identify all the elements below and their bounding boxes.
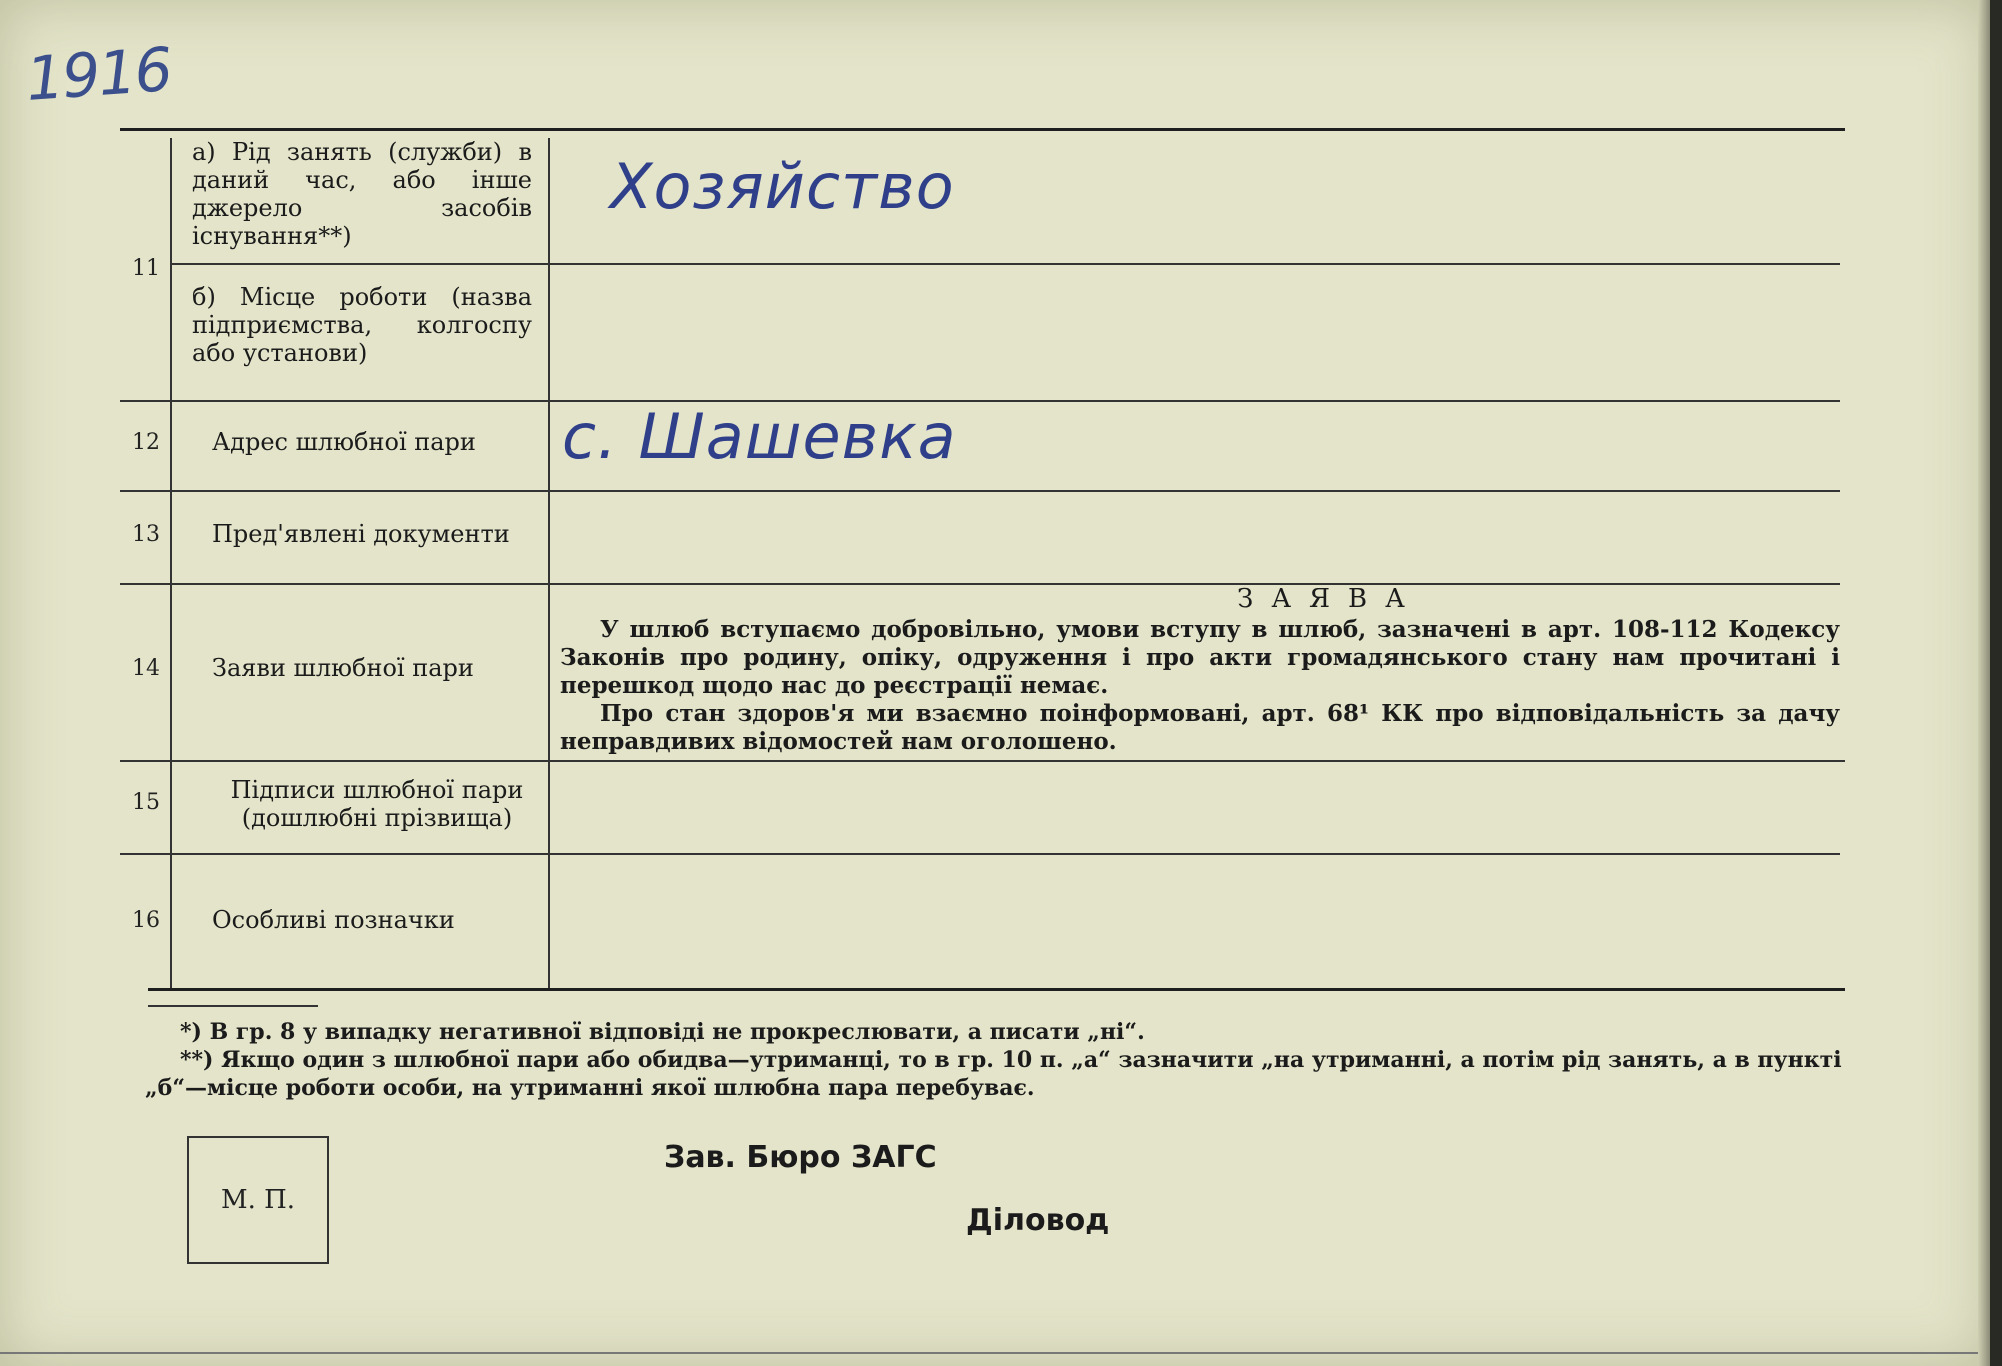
top-rule bbox=[120, 128, 1845, 131]
workplace-label: б) Місце роботи (назва підприємства, колгоспу або установи) bbox=[192, 283, 532, 367]
page-bottom-edge bbox=[0, 1352, 1990, 1354]
footnotes bbox=[145, 1018, 1845, 1102]
row-number: 13 bbox=[132, 522, 160, 547]
row-divider bbox=[120, 853, 1840, 855]
stamp-label: М. П. bbox=[220, 1185, 296, 1215]
footnote-rule bbox=[148, 1005, 318, 1007]
statements-label: Заяви шлюбної пари bbox=[212, 654, 474, 682]
statement-paragraph: Про стан здоров'я ми взаємно поінформовані, арт. 68¹ КК про відповідальність за дачу неправдивих відомостей нам оголошено. bbox=[560, 700, 1840, 755]
occupation-label: а) Рід занять (служби) в даний час, або інше джерело засобів існування**) bbox=[192, 138, 532, 250]
statement-paragraph: У шлюб вступаємо добровільно, умови вступу в шлюб, зазначені в арт. 108-112 Кодексу Законів про родину, опіку, одруження і про акти громадянського стану нам прочитані і перешкод щодо нас до реєстрації немає. bbox=[560, 616, 1840, 699]
row-divider bbox=[120, 400, 1840, 402]
head-signature-label: Зав. Бюро ЗАГС bbox=[664, 1140, 937, 1175]
bottom-rule bbox=[148, 988, 1845, 991]
page-number: 1916 bbox=[23, 35, 173, 115]
documents-label: Пред'явлені документи bbox=[212, 520, 510, 548]
footnote-1: *) В гр. 8 у випадку негативної відповіді не прокреслювати, а писати „ні“. bbox=[180, 1019, 1145, 1045]
row-number: 15 bbox=[132, 790, 160, 815]
address-value: с. Шашевка bbox=[562, 400, 957, 473]
row-divider bbox=[120, 760, 1845, 762]
row-divider bbox=[170, 263, 1840, 265]
row-number: 11 bbox=[132, 256, 160, 281]
statement-text bbox=[560, 616, 1840, 756]
row-number: 16 bbox=[132, 908, 160, 933]
label-column-divider bbox=[548, 138, 550, 988]
row-number: 12 bbox=[132, 430, 160, 455]
signatures-label: Підписи шлюбної пари (дошлюбні прізвища) bbox=[230, 776, 524, 832]
row-number: 14 bbox=[132, 656, 160, 681]
clerk-signature-label: Діловод bbox=[966, 1203, 1110, 1238]
stamp-box bbox=[187, 1136, 329, 1264]
num-column-divider bbox=[170, 138, 172, 988]
occupation-value: Хозяйство bbox=[610, 150, 955, 223]
statement-title: ЗАЯВА bbox=[1237, 584, 1423, 614]
notes-label: Особливі позначки bbox=[212, 906, 455, 934]
address-label: Адрес шлюбної пари bbox=[212, 428, 476, 456]
row-divider bbox=[120, 490, 1840, 492]
footnote-2: **) Якщо один з шлюбної пари або обидва—утриманці, то в гр. 10 п. „а“ зазначити „на утриманні, а потім рід занять, а в пункті „б“—місце роботи особи, на утриманні якої шлюбна пара перебуває. bbox=[145, 1047, 1842, 1101]
